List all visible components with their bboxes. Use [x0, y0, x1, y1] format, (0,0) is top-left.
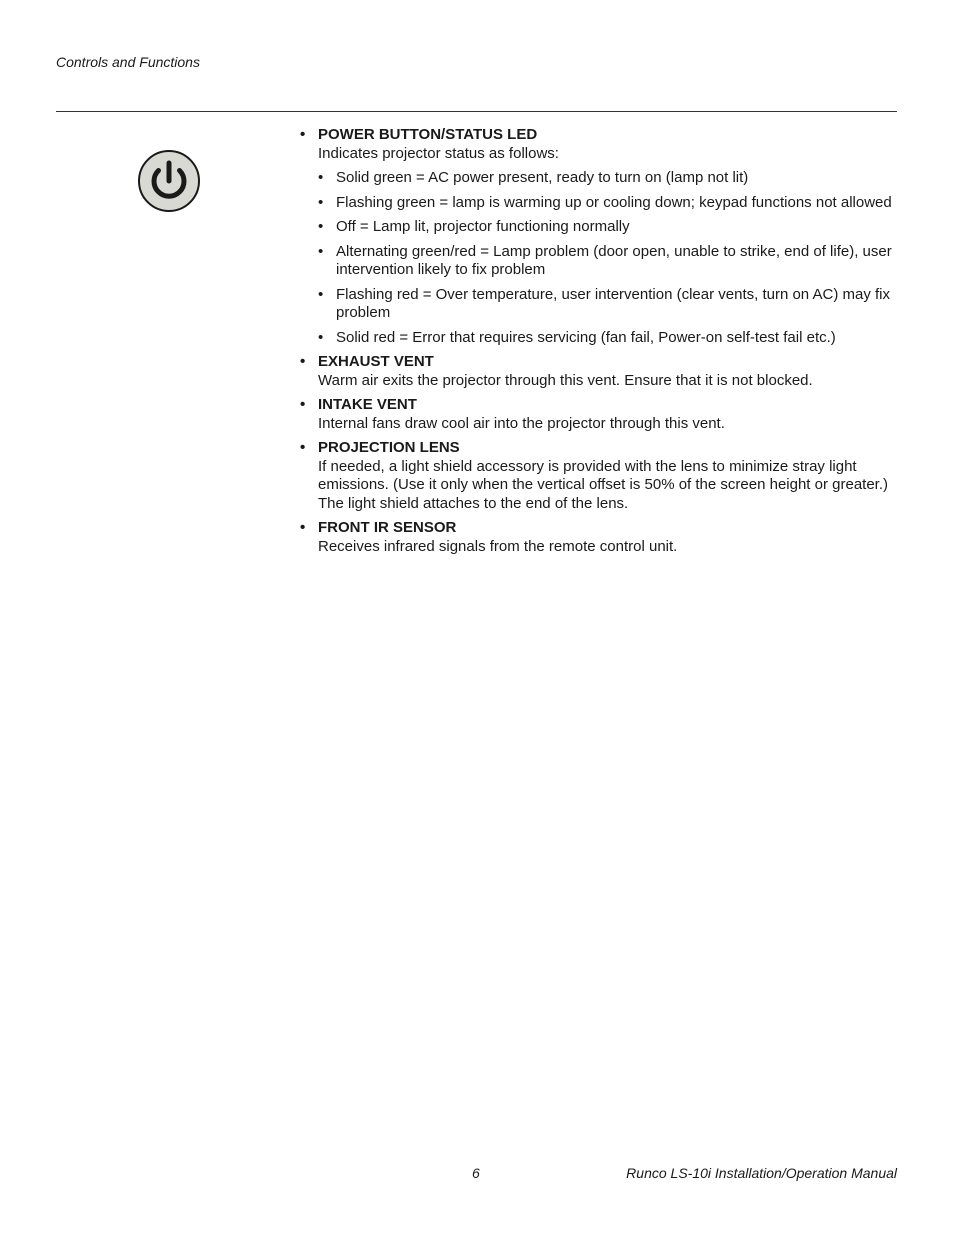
bullet: •	[300, 439, 306, 456]
bullet: •	[300, 396, 306, 413]
item-description: Internal fans draw cool air into the projector through this vent.	[318, 414, 725, 432]
list-item-projection-lens	[300, 439, 900, 513]
page-number: 6	[472, 1165, 480, 1181]
status-led-item: • Solid green = AC power present, ready to turn on (lamp not lit)	[318, 169, 749, 186]
list-item-front-ir-sensor	[300, 519, 900, 556]
item-description: Warm air exits the projector through this vent. Ensure that it is not blocked.	[318, 371, 813, 389]
item-description: Indicates projector status as follows:	[318, 144, 559, 162]
status-led-item: • Flashing red = Over temperature, user intervention (clear vents, turn on AC) may fix problem	[318, 285, 890, 321]
power-icon	[137, 149, 201, 213]
item-title: POWER BUTTON/STATUS LED	[318, 126, 538, 143]
list-item-power-button	[300, 126, 900, 347]
status-led-item: • Flashing green = lamp is warming up or cooling down; keypad functions not allowed	[318, 193, 892, 211]
item-title: FRONT IR SENSOR	[318, 519, 457, 536]
item-description: Receives infrared signals from the remote control unit.	[318, 537, 678, 555]
controls-list	[300, 126, 900, 562]
status-led-item: • Solid red = Error that requires servicing (fan fail, Power-on self-test fail etc.)	[318, 328, 836, 346]
document-title: Runco LS-10i Installation/Operation Manual	[626, 1165, 897, 1181]
status-led-item: • Alternating green/red = Lamp problem (door open, unable to strike, end of life), user intervention likely to fix problem	[318, 242, 892, 278]
item-title: PROJECTION LENS	[318, 439, 460, 456]
list-item-exhaust-vent	[300, 353, 900, 390]
status-led-item: • Off = Lamp lit, projector functioning normally	[318, 218, 630, 235]
status-led-list	[318, 169, 900, 347]
bullet: •	[300, 519, 306, 536]
header-rule	[56, 111, 897, 112]
item-title: EXHAUST VENT	[318, 353, 434, 370]
item-title: INTAKE VENT	[318, 396, 417, 413]
bullet: •	[300, 126, 306, 143]
item-description: If needed, a light shield accessory is provided with the lens to minimize stray light emissions. (Use it only when the vertical offset is 50% of the screen height or greater.) The light shield attaches to the end of the lens.	[318, 457, 888, 512]
bullet: •	[300, 353, 306, 370]
list-item-intake-vent	[300, 396, 900, 433]
running-head: Controls and Functions	[56, 54, 200, 70]
